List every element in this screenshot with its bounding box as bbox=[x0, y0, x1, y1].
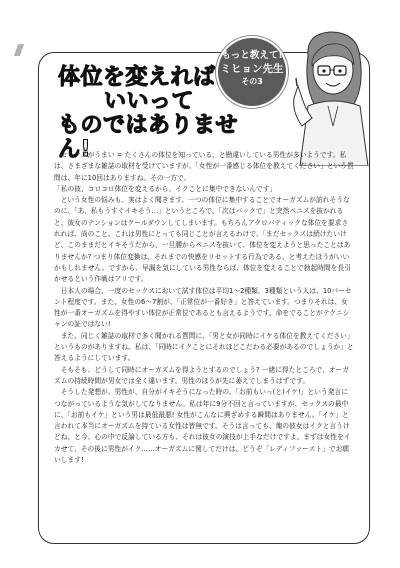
paragraph-3: という女性の悩みも、実はよく聞きます。一つの体位に集中することでオーガズムが訪れそうなのに、「あ、私もうすぐイキそう…」というところで、「次はバックで」と突然ペニスを抜かれると、彼女のテンションはクールダウンしてしまいます。もちろんアクロバティックな体位を要求されれば、尚のこと。これは男性にとっても同じことが言えるわけで、「まだセックスは続けたいけど、このままだとイキそうだから、一旦腰からペニスを抜いて、体位を変えようと思ったことはありませんか? つまり体位変換は、それまでの快感をリセットする行為である、と考えたほうがいいかもしれません。ですから、早漏を気にしている男性ならば、体位を変えることで勃起時間を長引かせるという作戦はアリです。 bbox=[54, 196, 351, 284]
paragraph-6: そもそも、どうして同時にオーガズムを得ようとするのでしょう? 一緒に得たところで、オーガズムの持続時間が男女では全く違います。男性のほうが先に萎えてしまうはずです。 bbox=[54, 365, 349, 385]
badge-line-2: ミヒョン先生 bbox=[220, 63, 284, 75]
paragraph-1: セックスがうまい = たくさんの体位を知っている、と勘違いしている男性が多いようです。私は、さまざまな雑誌の取材を受けていますが、「女性が一番感じる体位を教えてください」という質問は、年に10回はありますね。その一方で、 bbox=[54, 151, 354, 182]
title-line-3: ものではありません! bbox=[58, 113, 239, 162]
paragraph-5: また、同じく雑誌の取材で多く聞かれる質問に、「男と女が同時にイケる体位を教えてください」というものがありますね。私は、「同時にイクことにそれほどこだわる必要があるのでしょうか」と答えるようにしています。 bbox=[54, 331, 354, 363]
series-badge bbox=[218, 38, 286, 106]
badge-line-1: もっと教えて! bbox=[221, 50, 283, 61]
teacher-illustration bbox=[278, 26, 378, 166]
paragraph-4: 日本人の場合、一度のセックスにおいて試す体位は平均1〜2種類、3種類という人は、10パーセント程度です。また、女性の6〜7割が、「正常位が一番好き」と答えています。つまりそれは、女性が一番オーガズムを得やすい体位が正常位であるとも言えるようです。命をでることがテクニシャンの証ではない! bbox=[54, 286, 352, 329]
paragraph-2: 「私の彼、コロコロ体位を変えるから、イクことに集中できないんです」 bbox=[54, 184, 277, 193]
badge-line-3: その3 bbox=[241, 77, 263, 86]
title-line-1: 体位を変えれば bbox=[58, 65, 216, 90]
title-line-2: いいって bbox=[104, 89, 195, 114]
paragraph-7: そうした発想が、男性が、自分がイキそうになった時の、「お前もいっ(と)イケ!」という発言につながっているような気がしてなりません。私は年に9分不回と言っていますが、セックスの最中に、「お前もイケ」という男は最低最悪! 女性がこんなに興ざめする瞬間はありません。「イケ」と言われて本当にオーガズムを持ている女性は皆無です。そうは言っても、俺の彼女はイクと言うけどね、と今、心の中で反論している方も、それは彼女の演技が上手なだけですよ。まずは女性をイカせて、その後に男性がイク……オーガズムに関してだけは、どうぞ「レディファースト」でお願いします! bbox=[54, 388, 351, 465]
tape-decoration bbox=[14, 44, 24, 56]
article-body bbox=[54, 150, 354, 466]
